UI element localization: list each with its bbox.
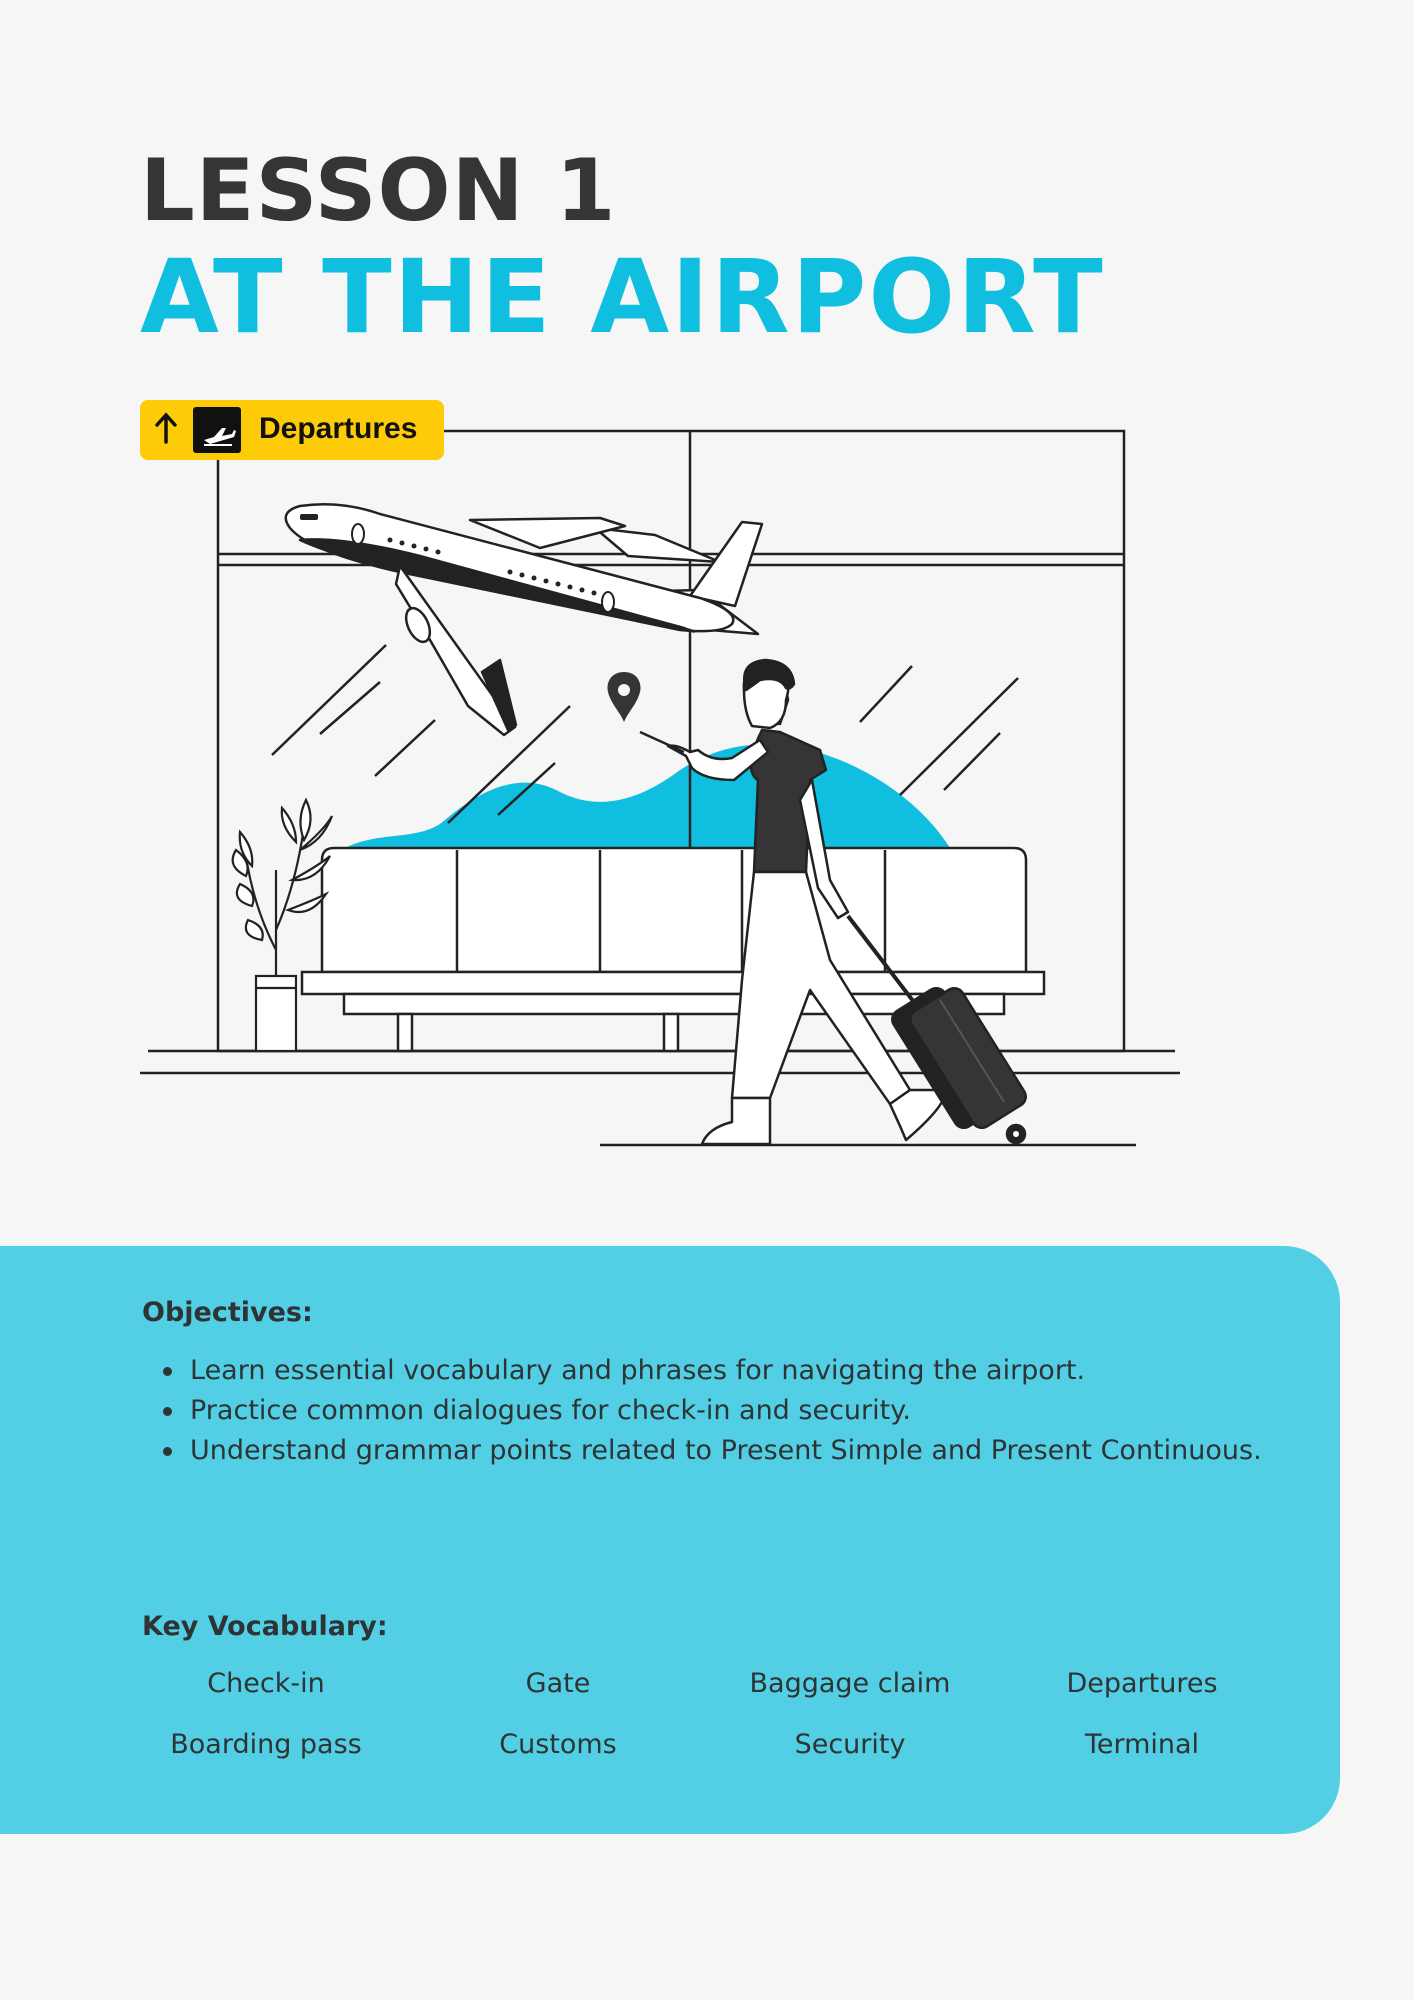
objective-item: Understand grammar points related to Present Simple and Present Continuous. (190, 1431, 1322, 1471)
vocab-word: Terminal (1084, 1729, 1200, 1760)
lesson-info-panel (0, 1246, 1340, 1834)
lesson-title: AT THE AIRPORT (140, 238, 1105, 357)
vocab-word: Baggage claim (749, 1668, 951, 1699)
location-pin-icon (608, 672, 641, 722)
vocab-word: Customs (499, 1729, 617, 1760)
hills-shape (345, 744, 950, 848)
departures-sign-label: Departures (259, 412, 418, 445)
vocab-word: Boarding pass (170, 1729, 362, 1760)
objectives-list (142, 1351, 1322, 1471)
objective-item: Practice common dialogues for check-in and security. (190, 1391, 1322, 1431)
vocab-word: Gate (525, 1668, 591, 1699)
vocabulary-heading: Key Vocabulary: (142, 1611, 388, 1642)
plane-takeoff-icon (193, 407, 241, 453)
departures-sign (140, 400, 444, 460)
vocabulary-grid (120, 1664, 1300, 1764)
objective-item: Learn essential vocabulary and phrases for navigating the airport. (190, 1351, 1322, 1391)
vocab-word: Departures (1066, 1668, 1218, 1699)
vocab-word: Security (794, 1729, 906, 1760)
plant (233, 800, 332, 1051)
lesson-label: LESSON 1 (140, 141, 617, 241)
objectives-heading: Objectives: (142, 1297, 313, 1328)
vocab-word: Check-in (207, 1668, 325, 1699)
